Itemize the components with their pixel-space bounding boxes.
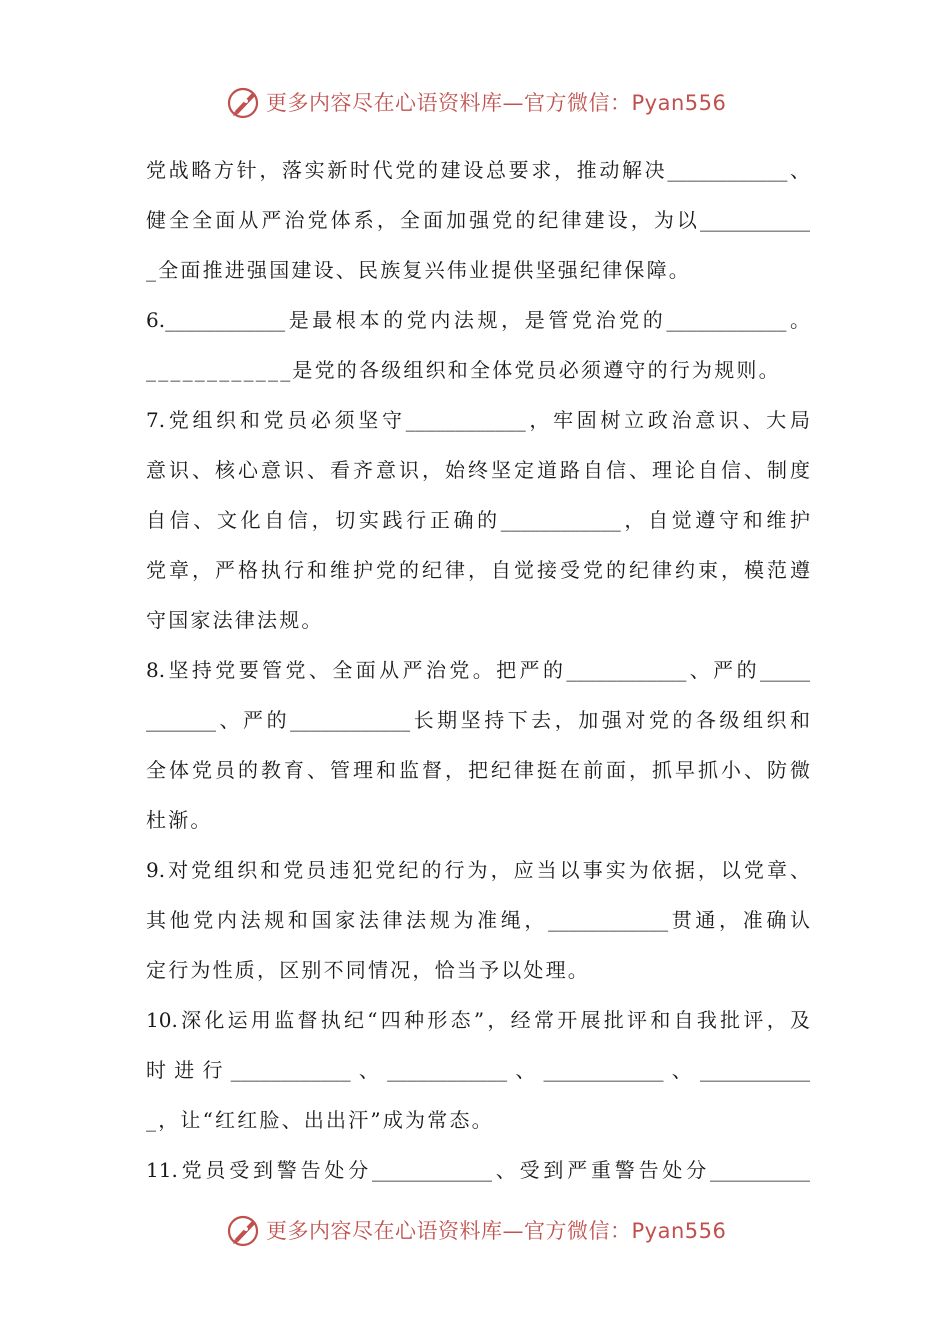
text-line: 守国家法律法规。 — [146, 608, 324, 632]
text-line: _，让“红红脸、出出汗”成为常态。 — [146, 1108, 494, 1132]
footer-banner-text: 更多内容尽在心语资料库—官方微信：Pyan556 — [266, 1219, 727, 1243]
text-line: 全体党员的教育、管理和监督，把纪律挺在前面，抓早抓小、防微 — [146, 758, 810, 782]
text-line: 8.坚持党要管党、全面从严治党。把严的____________、严的_____ — [146, 658, 810, 682]
text-line: ____________是党的各级组织和全体党员必须遵守的行为规则。 — [146, 358, 781, 382]
footer-banner — [0, 1210, 950, 1250]
text-line: 11.党员受到警告处分____________、受到严重警告处分__________ — [146, 1158, 810, 1182]
text-line: 9.对党组织和党员违犯党纪的行为，应当以事实为依据，以党章、 — [146, 858, 810, 882]
header-banner — [0, 82, 950, 122]
text-line: 党章，严格执行和维护党的纪律，自觉接受党的纪律约束，模范遵 — [146, 558, 810, 582]
text-line: 党战略方针，落实新时代党的建设总要求，推动解决____________、 — [146, 158, 810, 182]
text-line: 10.深化运用监督执纪“四种形态”，经常开展批评和自我批评，及 — [146, 1008, 810, 1032]
text-line: 6.____________是最根本的党内法规，是管党治党的____________。 — [146, 308, 810, 332]
pen-logo-icon — [226, 84, 262, 120]
text-line: 其他党内法规和国家法律法规为准绳，____________贯通，准确认 — [146, 908, 810, 932]
pen-logo-icon — [226, 1212, 262, 1248]
text-line: 健全全面从严治党体系，全面加强党的纪律建设，为以___________ — [146, 208, 810, 232]
header-banner-text: 更多内容尽在心语资料库—官方微信：Pyan556 — [266, 91, 727, 115]
text-line: 7.党组织和党员必须坚守____________，牢固树立政治意识、大局 — [146, 408, 810, 432]
text-line: 时进行____________、____________、____________、___________ — [146, 1058, 810, 1082]
text-line: _全面推进强国建设、民族复兴伟业提供坚强纪律保障。 — [146, 258, 691, 282]
text-line: 自信、文化自信，切实践行正确的____________，自觉遵守和维护 — [146, 508, 810, 532]
text-line: _______、严的____________长期坚持下去，加强对党的各级组织和 — [146, 708, 810, 732]
text-line: 意识、核心意识、看齐意识，始终坚定道路自信、理论自信、制度 — [146, 458, 810, 482]
text-line: 定行为性质，区别不同情况，恰当予以处理。 — [146, 958, 590, 982]
text-line: 杜渐。 — [146, 808, 213, 832]
